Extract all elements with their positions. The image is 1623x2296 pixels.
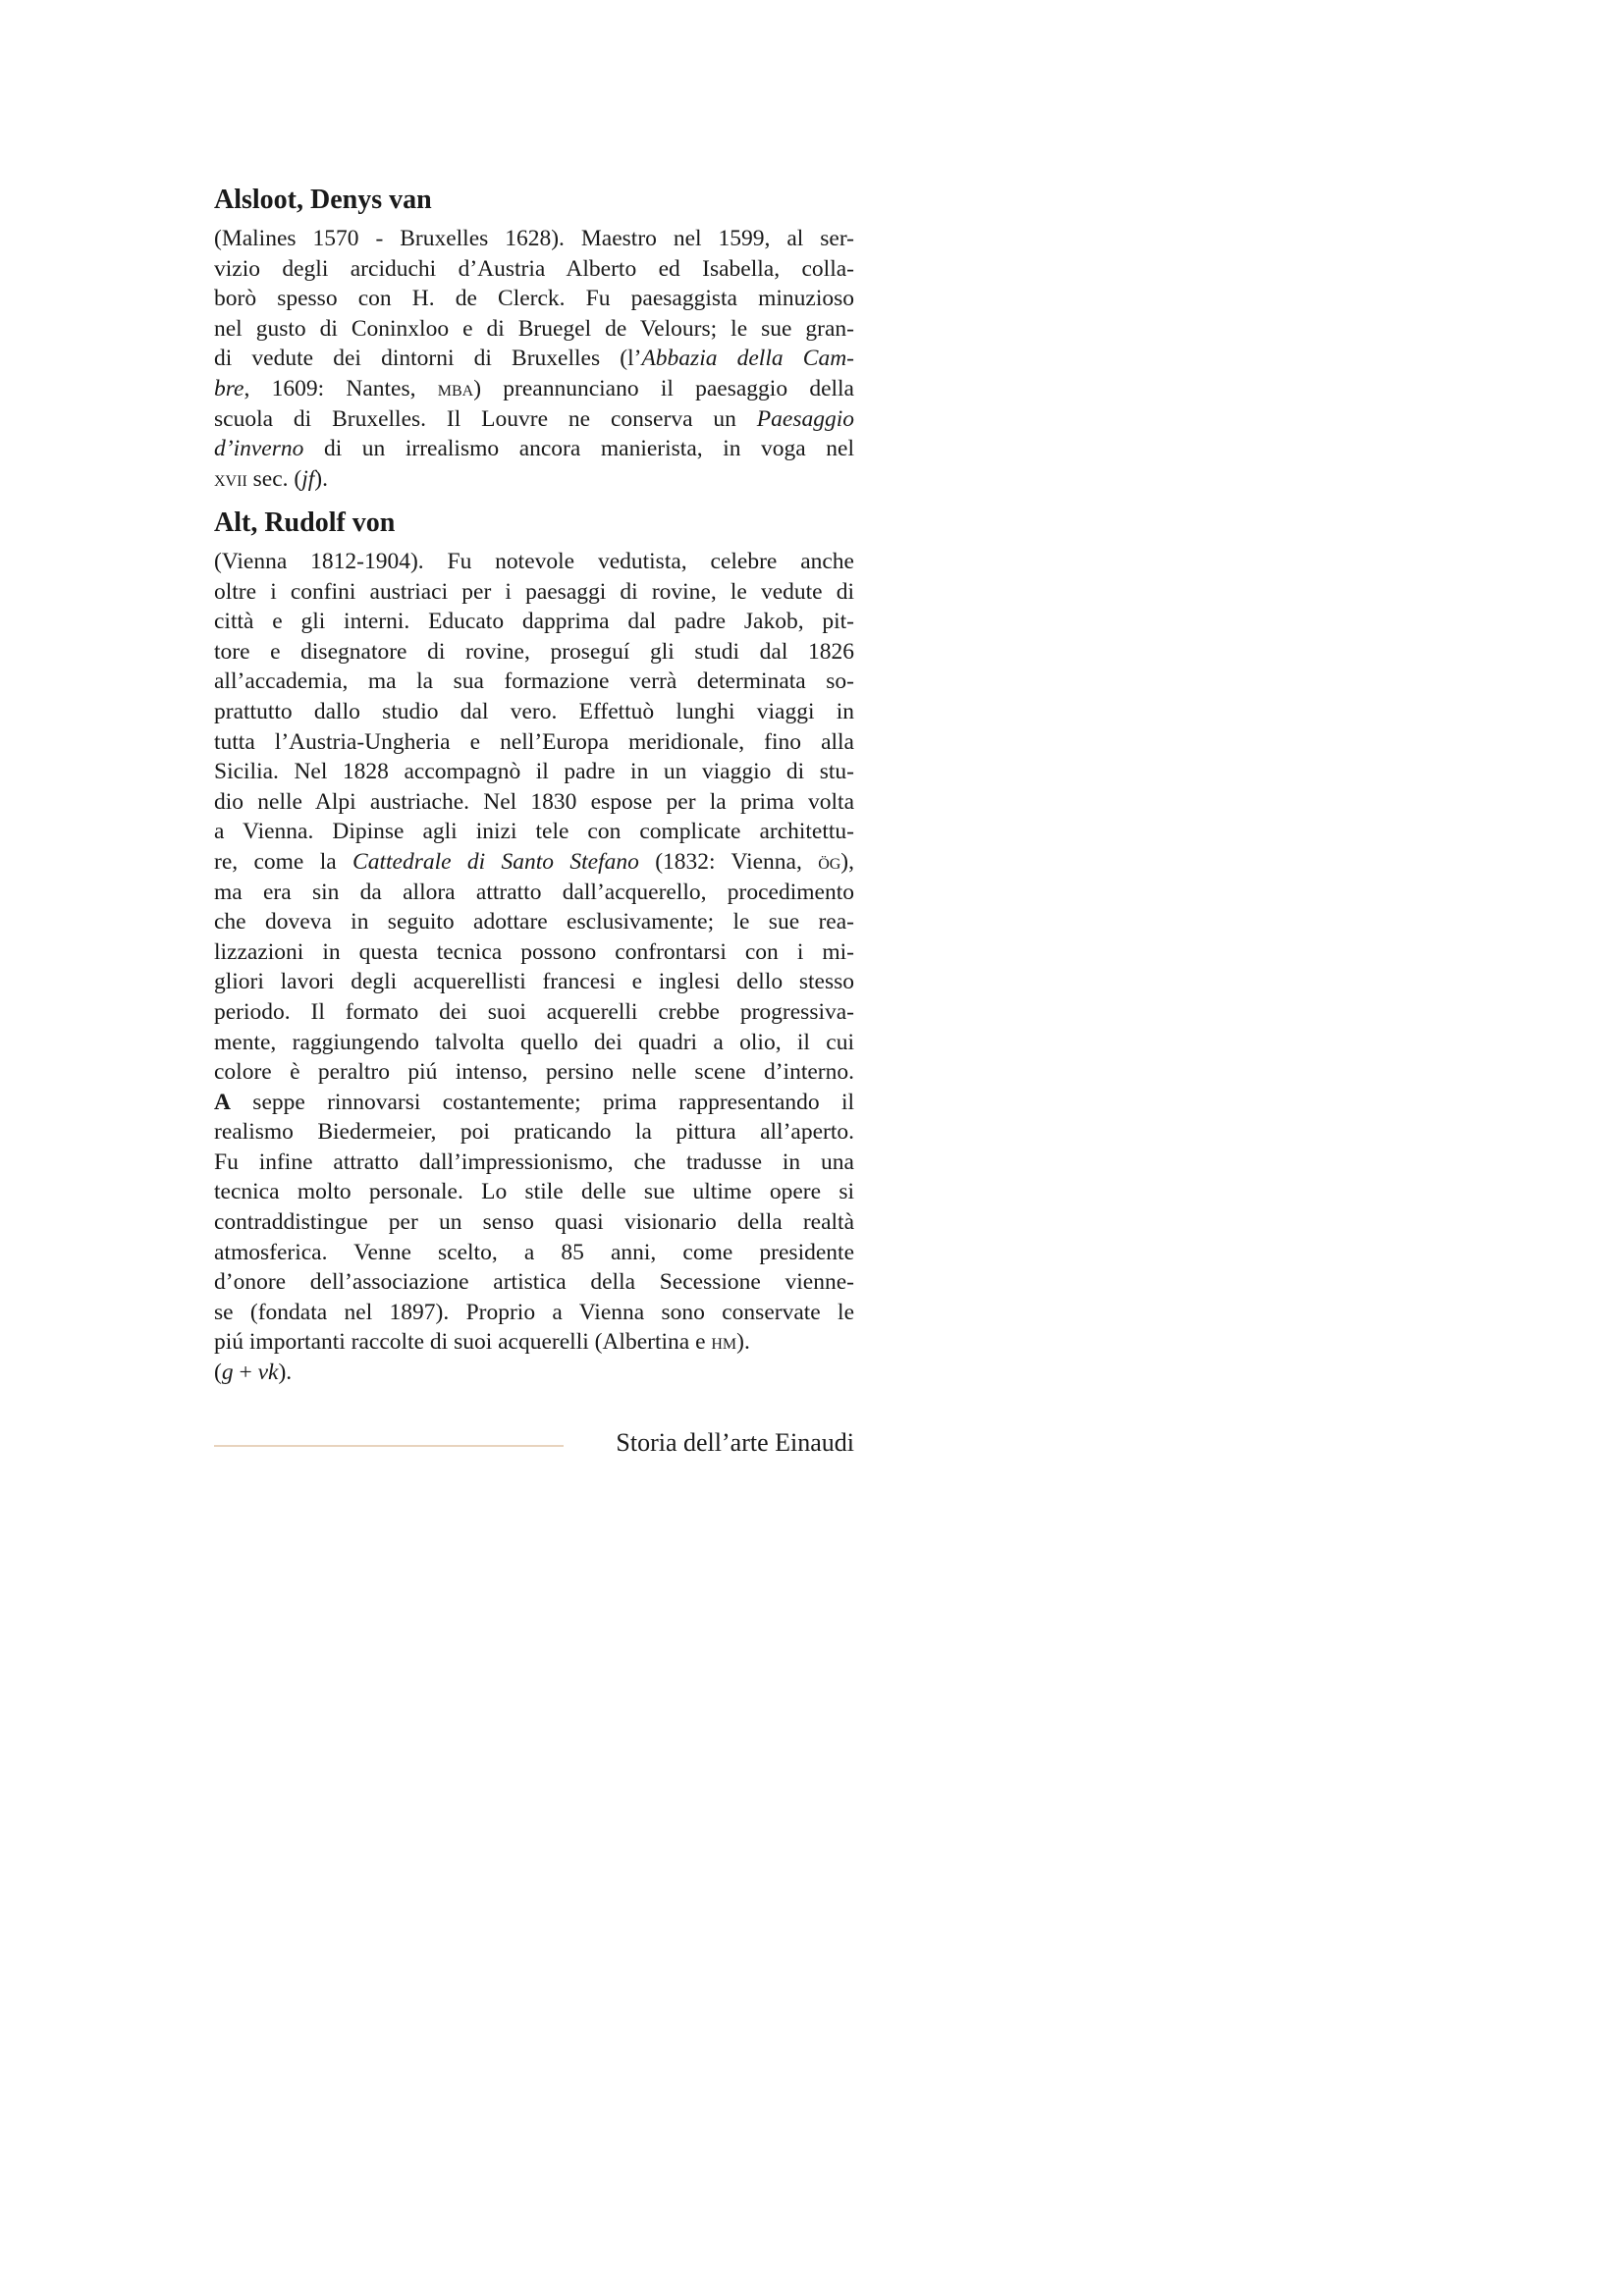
text-line: piú importanti raccolte di suoi acquerelli (Albertina e hm). [214, 1329, 750, 1356]
text-line: xvii sec. (jf). [214, 465, 328, 492]
text-line: di vedute dei dintorni di Bruxelles (l’Abbazia della Cam- [214, 346, 854, 372]
text-line: lizzazioni in questa tecnica possono confrontarsi con i mi- [214, 938, 854, 965]
text-line: realismo Biedermeier, poi praticando la pittura all’aperto. [214, 1119, 854, 1146]
text-line: d’inverno di un irrealismo ancora manierista, in voga nel [214, 436, 854, 462]
text-line: che doveva in seguito adottare esclusivamente; le sue rea- [214, 909, 854, 935]
text-line: tutta l’Austria-Ungheria e nell’Europa meridionale, fino alla [214, 728, 854, 755]
text-line: atmosferica. Venne scelto, a 85 anni, come presidente [214, 1239, 854, 1265]
text-line: se (fondata nel 1897). Proprio a Vienna sono conservate le [214, 1299, 854, 1325]
text-line: re, come la Cattedrale di Santo Stefano (1832: Vienna, ög), [214, 848, 854, 875]
text-line: Sicilia. Nel 1828 accompagnò il padre in un viaggio di stu- [214, 759, 854, 785]
text-line: nel gusto di Coninxloo e di Bruegel de Velours; le sue gran- [214, 315, 854, 342]
text-line: mente, raggiungendo talvolta quello dei quadri a olio, il cui [214, 1029, 854, 1055]
text-line: Fu infine attratto dall’impressionismo, che tradusse in una [214, 1148, 854, 1175]
text-line: (Vienna 1812-1904). Fu notevole vedutista, celebre anche [214, 549, 854, 574]
text-line: gliori lavori degli acquerellisti francesi e inglesi dello stesso [214, 969, 854, 995]
text-line: (g + vk). [214, 1360, 293, 1386]
text-line: dio nelle Alpi austriache. Nel 1830 espose per la prima volta [214, 788, 854, 815]
entry-body [214, 224, 854, 494]
text-line: prattutto dallo studio dal vero. Effettuò lunghi viaggi in [214, 698, 854, 724]
footer-rule [214, 1445, 564, 1447]
text-line: tore e disegnatore di rovine, proseguí gli studi dal 1826 [214, 638, 854, 665]
entry-alt [214, 506, 854, 1388]
text-line: colore è peraltro piú intenso, persino nelle scene d’interno. [214, 1059, 854, 1086]
entry-alsloot [214, 183, 854, 494]
entry-body [214, 547, 854, 1388]
text-line: oltre i confini austriaci per i paesaggi di rovine, le vedute di [214, 578, 854, 605]
text-line: scuola di Bruxelles. Il Louvre ne conserva un Paesaggio [214, 405, 854, 432]
text-line: all’accademia, ma la sua formazione verrà determinata so- [214, 668, 854, 695]
text-line: d’onore dell’associazione artistica della Secessione vienne- [214, 1269, 854, 1296]
footer-title: Storia dell’arte Einaudi [616, 1428, 854, 1457]
text-line: contraddistingue per un senso quasi visionario della realtà [214, 1209, 854, 1236]
text-line: ma era sin da allora attratto dall’acquerello, procedimento [214, 879, 854, 905]
entry-heading: Alt, Rudolf von [214, 507, 396, 538]
text-line: bre, 1609: Nantes, mba) preannunciano il paesaggio della [214, 375, 854, 401]
text-line: (Malines 1570 - Bruxelles 1628). Maestro nel 1599, al ser- [214, 226, 854, 251]
text-line: a Vienna. Dipinse agli inizi tele con complicate architettu- [214, 819, 854, 845]
entry-heading: Alsloot, Denys van [214, 185, 432, 215]
text-line: città e gli interni. Educato dapprima dal padre Jakob, pit- [214, 609, 854, 635]
text-line: tecnica molto personale. Lo stile delle sue ultime opere si [214, 1179, 854, 1205]
text-line: A seppe rinnovarsi costantemente; prima rappresentando il [214, 1089, 854, 1115]
text-line: periodo. Il formato dei suoi acquerelli crebbe progressiva- [214, 998, 854, 1025]
text-line: borò spesso con H. de Clerck. Fu paesaggista minuzioso [214, 286, 854, 312]
text-line: vizio degli arciduchi d’Austria Alberto ed Isabella, colla- [214, 255, 854, 282]
